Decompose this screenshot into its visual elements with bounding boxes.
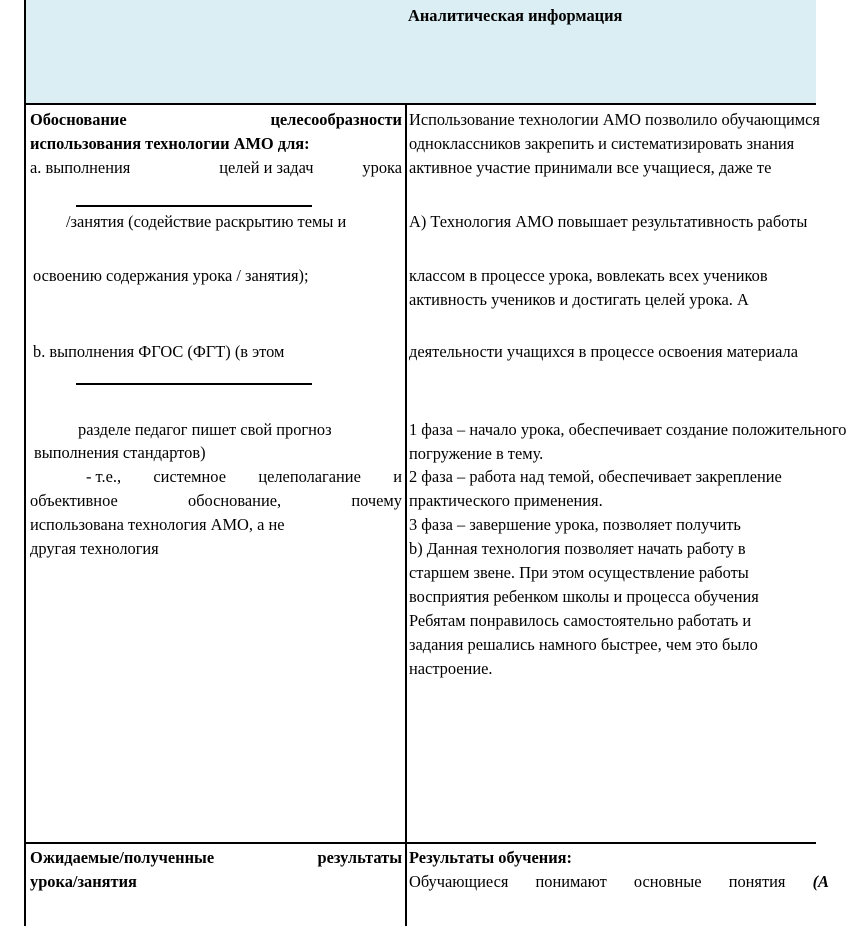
analysis-cell bbox=[409, 103, 846, 842]
learning-results-line: Обучающиеся понимают основные понятия (А bbox=[409, 872, 829, 891]
analysis-line: активное участие принимали все учащиеся, даже те bbox=[409, 158, 772, 177]
justification-item-b: b. выполнения ФГОС (ФГТ) (в этом bbox=[33, 342, 285, 361]
analysis-line: деятельности учащихся в процессе освоения материала bbox=[409, 342, 798, 361]
expected-results-heading-line1: Ожидаемые/полученные результаты bbox=[30, 848, 402, 867]
justification-item-b-end: выполнения стандартов) bbox=[34, 443, 206, 462]
table-border-left bbox=[24, 0, 26, 926]
table-header-title: Аналитическая информация bbox=[408, 6, 623, 25]
analysis-line: задания решались намного быстрее, чем это было bbox=[409, 635, 758, 654]
analysis-line: восприятия ребенком школы и процесса обучения bbox=[409, 587, 759, 606]
justification-note-line4: другая технология bbox=[30, 539, 159, 558]
analysis-line: настроение. bbox=[409, 659, 493, 678]
learning-results-cell bbox=[409, 842, 829, 926]
analysis-line: старшем звене. При этом осуществление работы bbox=[409, 563, 749, 582]
justification-item-b-cont: разделе педагог пишет свой прогноз bbox=[78, 420, 332, 439]
justification-heading-line2: использования технологии АМО для: bbox=[30, 134, 310, 153]
analysis-line: 1 фаза – начало урока, обеспечивает создание положительного bbox=[409, 420, 846, 439]
analysis-line: Использование технологии АМО позволило обучающимся bbox=[409, 110, 820, 129]
analysis-line: одноклассников закрепить и систематизировать знания bbox=[409, 134, 795, 153]
analysis-line: практического применения. bbox=[409, 491, 603, 510]
fill-in-underline-2 bbox=[76, 383, 312, 385]
justification-item-a: а. выполнения целей и задач урока bbox=[30, 158, 402, 177]
analysis-line: 2 фаза – работа над темой, обеспечивает закрепление bbox=[409, 467, 782, 486]
justification-note-line2: объективное обоснование, почему bbox=[30, 491, 402, 510]
justification-item-a-end: освоению содержания урока / занятия); bbox=[33, 266, 309, 285]
justification-note-line3: использована технология АМО, а не bbox=[30, 515, 285, 534]
justification-item-a-cont: /занятия (содействие раскрытию темы и bbox=[66, 212, 347, 231]
analysis-line: погружение в тему. bbox=[409, 444, 544, 463]
analysis-line: А) Технология АМО повышает результативность работы bbox=[409, 212, 808, 231]
justification-heading-line1: Обоснование целесообразности bbox=[30, 110, 402, 129]
expected-results-heading-line2: урока/занятия bbox=[30, 872, 137, 891]
analysis-line: 3 фаза – завершение урока, позволяет получить bbox=[409, 515, 741, 534]
analysis-line: активность учеников и достигать целей урока. А bbox=[409, 290, 749, 309]
fill-in-underline-1 bbox=[76, 205, 312, 207]
analysis-line: классом в процессе урока, вовлекать всех учеников bbox=[409, 266, 768, 285]
table-column-divider bbox=[405, 103, 407, 926]
justification-note-line1: - т.е., системное целеполагание и bbox=[86, 467, 402, 486]
analysis-line: b) Данная технология позволяет начать работу в bbox=[409, 539, 746, 558]
analysis-line: Ребятам понравилось самостоятельно работать и bbox=[409, 611, 752, 630]
learning-results-title: Результаты обучения: bbox=[409, 848, 573, 867]
